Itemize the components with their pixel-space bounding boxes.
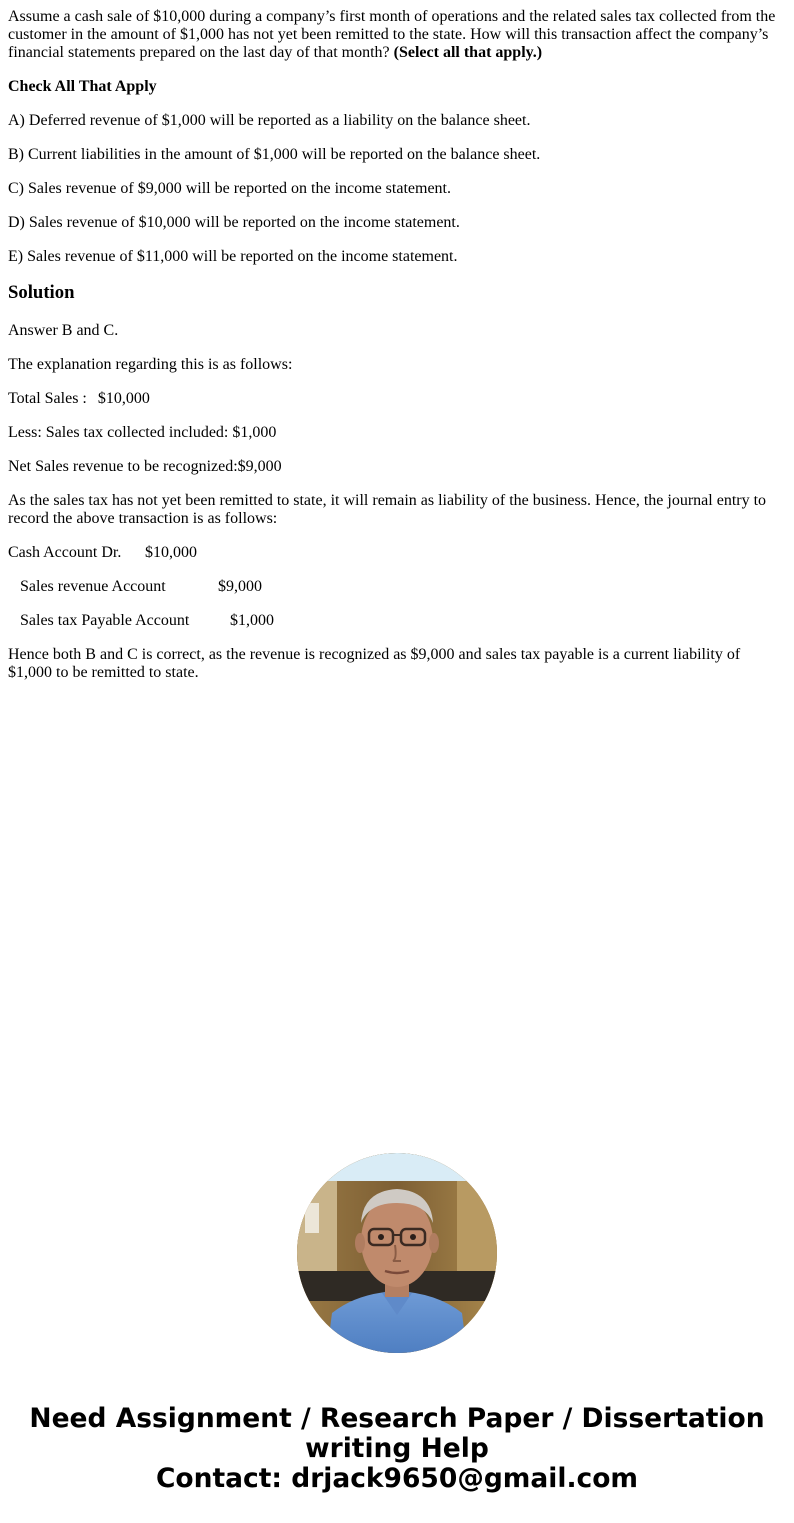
- footer-contact: Contact: drjack9650@gmail.com: [155, 1463, 639, 1494]
- less-line: Less: Sales tax collected included: $1,000: [8, 424, 277, 441]
- journal-tax-value: $1,000: [230, 612, 274, 629]
- journal-revenue-line: [8, 578, 782, 596]
- check-all-label: Check All That Apply: [8, 78, 157, 95]
- footer-line-2: writing Help: [305, 1433, 489, 1464]
- avatar: [297, 1153, 497, 1353]
- conclusion-paragraph: Hence both B and C is correct, as the revenue is recognized as $9,000 and sales tax payable is a current liability of $1,000 to be remitted to state.: [8, 646, 741, 681]
- journal-revenue-label: Sales revenue Account: [20, 578, 166, 595]
- explanation-intro: The explanation regarding this is as follows:: [8, 356, 293, 373]
- journal-tax-label: Sales tax Payable Account: [20, 612, 190, 629]
- liability-paragraph: As the sales tax has not yet been remitted to state, it will remain as liability of the business. Hence, the journal entry to record the above transaction is as follows:: [8, 492, 767, 527]
- total-sales-label: Total Sales :: [8, 390, 87, 407]
- author-portrait-icon: [297, 1153, 497, 1353]
- solution-heading: Solution: [8, 282, 75, 303]
- journal-revenue-value: $9,000: [218, 578, 262, 595]
- option-a: A) Deferred revenue of $1,000 will be reported as a liability on the balance sheet.: [8, 112, 531, 129]
- select-note: (Select all that apply.): [393, 44, 543, 61]
- net-revenue-line: Net Sales revenue to be recognized:$9,000: [8, 458, 282, 475]
- journal-tax-line: [8, 612, 782, 630]
- option-b: B) Current liabilities in the amount of $1,000 will be reported on the balance sheet.: [8, 146, 541, 163]
- question-paragraph: [8, 8, 782, 62]
- journal-cash-label: Cash Account Dr.: [8, 544, 122, 561]
- total-sales-line: [8, 390, 782, 408]
- option-e: E) Sales revenue of $11,000 will be reported on the income statement.: [8, 248, 458, 265]
- option-c: C) Sales revenue of $9,000 will be reported on the income statement.: [8, 180, 451, 197]
- footer-promo: [0, 1404, 794, 1494]
- document-body: [8, 8, 782, 698]
- journal-cash-line: [8, 544, 782, 562]
- answer-line: Answer B and C.: [8, 322, 119, 339]
- journal-cash-value: $10,000: [145, 544, 197, 561]
- question-text: Assume a cash sale of $10,000 during a company’s first month of operations and the related sales tax collected from the customer in the amount of $1,000 has not yet been remitted to the state. How will this transaction affect the company’s financial statements prepared on the last day of that month?: [8, 8, 776, 61]
- footer-line-1: Need Assignment / Research Paper / Dissertation: [29, 1403, 765, 1434]
- option-d: D) Sales revenue of $10,000 will be reported on the income statement.: [8, 214, 460, 231]
- total-sales-value: $10,000: [97, 390, 150, 407]
